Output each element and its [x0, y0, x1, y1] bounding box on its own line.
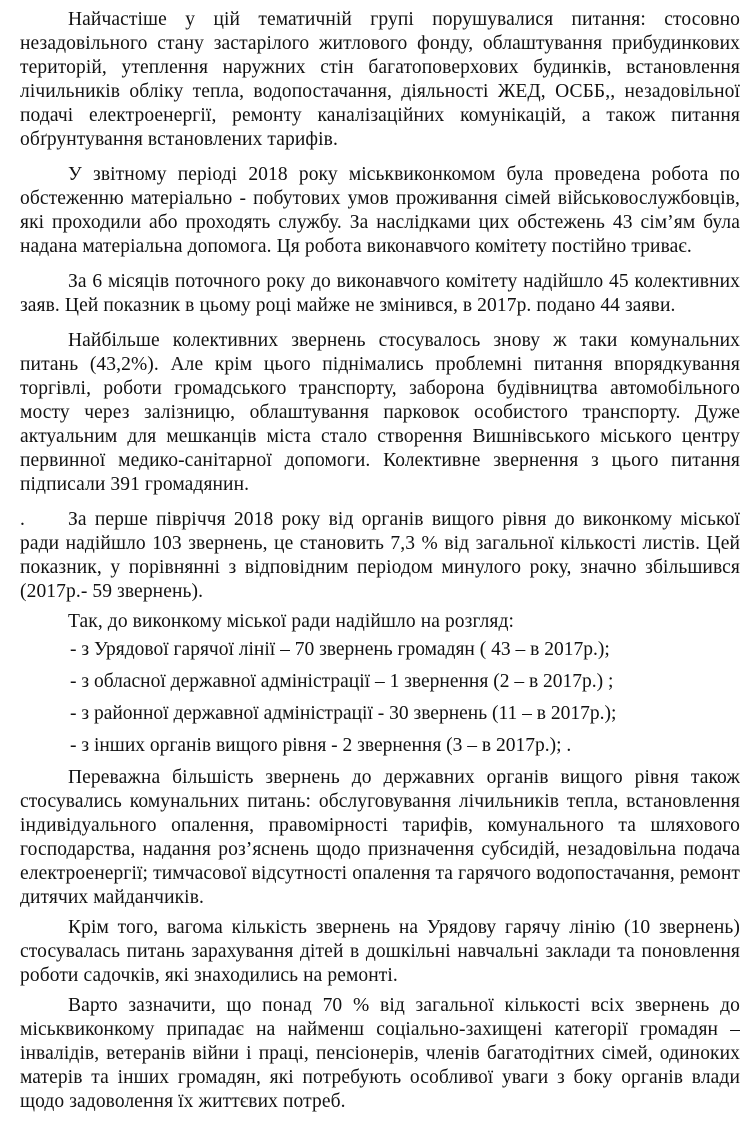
- paragraph-military-families: У звітному періоді 2018 року міськвиконкомом була проведена робота по обстеженню матеріально - побутових умов проживання сімей військовослужбовців, які проходили або проходять службу. За наслідками цих обстежень 43 сім’ям була надана матеріальна допомога. Ця робота виконавчого комітету постійно триває.: [20, 164, 740, 257]
- paragraph-state-bodies: Переважна більшість звернень до державних органів вищого рівня також стосувались комунальних питань: обслуговування лічильників тепла, встановлення індивідуального опалення, правомірності тарифів, комунального та шляхового господарства, надання роз’яснень щодо призначення субсидій, незадовільна подача електроенергії; тимчасової відсутності опалення та гарячого водопостачання, ремонт дитячих майданчиків.: [20, 767, 740, 908]
- list-item: - з районної державної адміністрації - 30 звернень (11 – в 2017р.);: [70, 703, 617, 724]
- paragraph-higher-authorities-text: За перше півріччя 2018 року від органів вищого рівня до виконкому міської ради надійшло 103 звернень, це становить 7,3 % від загальної кількості листів. Цей показник, у порівнянні з відповідним періодом минулого року, значно збільшився (2017р.- 59 звернень).: [20, 509, 740, 602]
- paragraph-housing-issues: Найчастіше у цій тематичній групі порушувалися питання: стосовно незадовільного стану застарілого житлового фонду, облаштування прибудинкових територій, утеплення наружних стін багатоповерхових будинків, встановлення лічильників обліку тепла, водопостачання, діяльності ЖЕД, ОСББ,, незадовільної подачі електроенергії, ремонту каналізаційних комунікацій, а також питання обґрунтування встановлених тарифів.: [20, 9, 740, 150]
- list-item: - з обласної державної адміністрації – 1 звернення (2 – в 2017р.) ;: [70, 671, 614, 692]
- list-item: - з Урядової гарячої лінії – 70 звернень громадян ( 43 – в 2017р.);: [70, 639, 610, 660]
- sources-list: [20, 638, 740, 758]
- list-item: - з інших органів вищого рівня - 2 звернення (3 – в 2017р.); .: [70, 735, 572, 756]
- paragraph-collective-appeals: Найбільше колективних звернень стосувалось знову ж таки комунальних питань (43,2%). Але крім цього піднімались проблемні питання впорядкування торгівлі, роботи громадського транспорту, заборона будівництва автомобільного мосту через залізницю, облаштування парковок особистого транспорту. Дуже актуальним для мешканців міста стало створення Вишнівського міського центру первинної медико-санітарної допомоги. Колективне звернення з цього питання підписали 391 громадянин.: [20, 330, 740, 495]
- paragraph-vulnerable-groups: Варто зазначити, що понад 70 % від загальної кількості всіх звернень до міськвиконкому припадає на найменш соціально-захищені категорії громадян – інвалідів, ветеранів війни і праці, пенсіонерів, членів багатодітних сімей, одиноких матерів та інших громадян, які потребують особливої уваги з боку органів влади щодо задоволення їх життєвих потреб.: [20, 995, 740, 1112]
- paragraph-list-intro: Так, до виконкому міської ради надійшло на розгляд:: [68, 611, 515, 632]
- paragraph-hotline: Крім того, вагома кількість звернень на Урядову гарячу лінію (10 звернень) стосувалась питань зарахування дітей в дошкільні навчальні заклади та поновлення роботи садочків, які знаходились на ремонті.: [20, 917, 740, 986]
- paragraph-higher-authorities: [20, 508, 740, 604]
- stray-dot: .: [20, 509, 25, 530]
- paragraph-collective-statements: За 6 місяців поточного року до виконавчого комітету надійшло 45 колективних заяв. Цей показник в цьому році майже не змінився, в 2017р. подано 44 заяви.: [20, 271, 740, 316]
